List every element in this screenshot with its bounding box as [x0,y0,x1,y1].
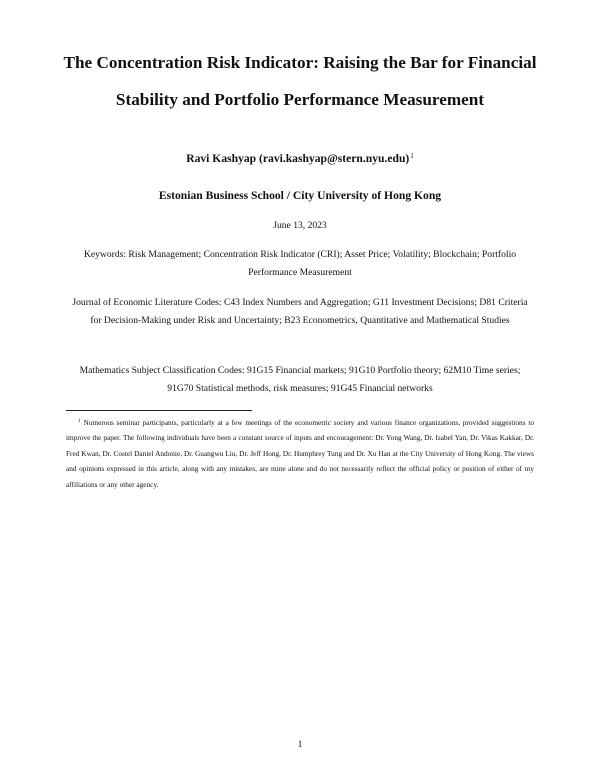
author-footnote-mark: 1 [410,152,414,160]
footnote-text: Numerous seminar participants, particularly at a few meetings of the econometric society and various finance organizations, provided suggestions to improve the paper. The following individuals have been a constant source of inputs and encouragement: Dr. Yong Wang, Dr. Isabel Yan, Dr. Vikas Kakkar, Dr. Fred Kwan, Dr. Costel Daniel Andonie, Dr. Guangwu Liu, Dr. Jeff Hong, Dr. Humphrey Tung and Dr. Xu Han at the City University of Hong Kong. The views and opinions expressed in this article, along with any mistakes, are mine alone and do not necessarily reflect the official policy or position of either of my affiliations or any other agency. [66,418,534,489]
paper-title: The Concentration Risk Indicator: Raising the Bar for Financial Stability and Portfolio Performance Measurement [63,53,537,109]
author-name-email: Ravi Kashyap (ravi.kashyap@stern.nyu.edu) [186,152,410,165]
date: June 13, 2023 [273,220,327,231]
author-line [0,152,600,165]
footnote [66,414,534,492]
affiliation: Estonian Business School / City University of Hong Kong [158,189,442,202]
jel-codes: Journal of Economic Literature Codes: C43 Index Numbers and Aggregation; G11 Investment Decisions; D81 Criteria for Decision-Making under Risk and Uncertainty; B23 Econometrics, Quantitative and Mathematical Studies [72,297,528,327]
msc-codes: Mathematics Subject Classification Codes: 91G15 Financial markets; 91G10 Portfolio theory; 62M10 Time series; 91G70 Statistical methods, risk measures; 91G45 Financial networks [79,365,521,395]
footnote-mark: 1 [78,419,81,424]
keywords: Keywords: Risk Management; Concentration Risk Indicator (CRI); Asset Price; Volatility; Blockchain; Portfolio Performance Measurement [83,249,517,279]
footnote-divider [66,410,252,411]
page-number: 1 [297,739,303,750]
